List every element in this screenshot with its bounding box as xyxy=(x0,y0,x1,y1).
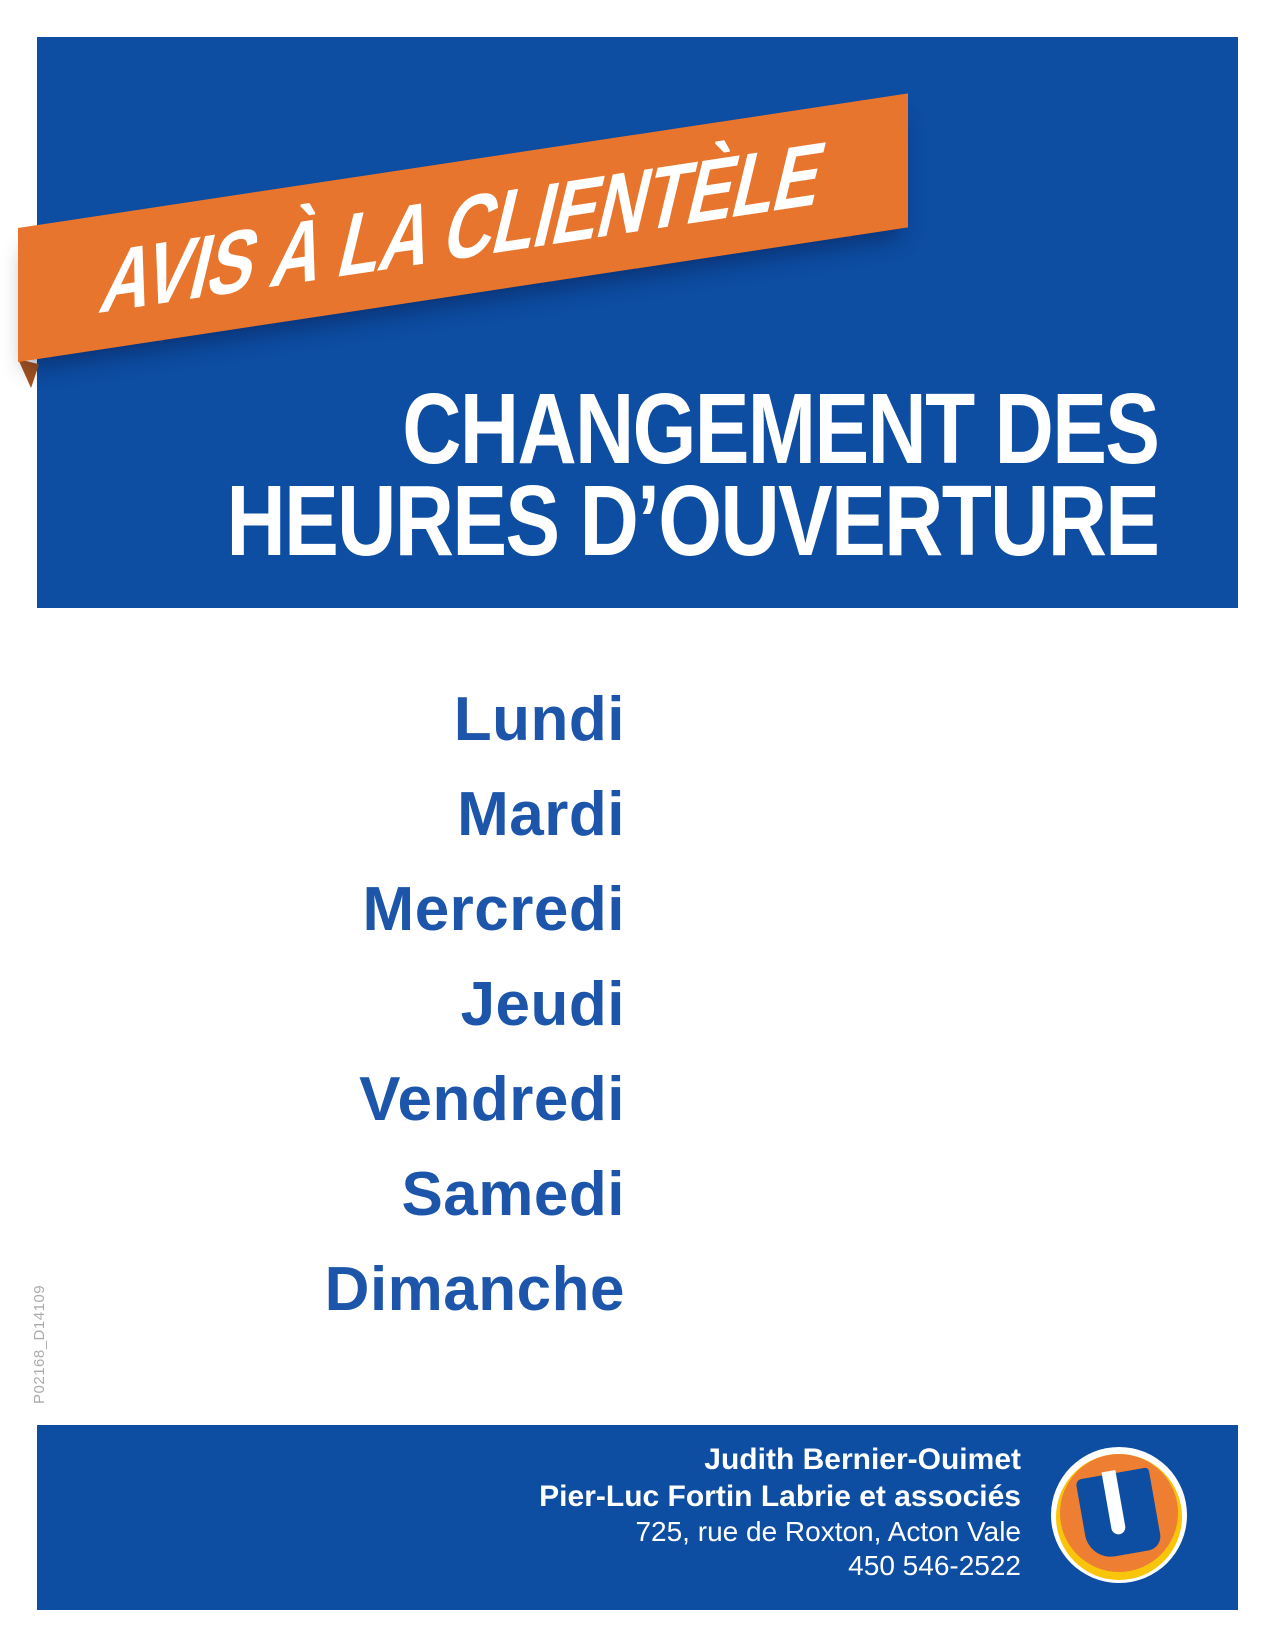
day-item-jeudi: Jeudi xyxy=(460,970,625,1039)
print-code: P02168_D14109 xyxy=(31,1284,48,1404)
headline-line2: HEURES D’OUVERTURE xyxy=(226,465,1158,577)
ribbon-label: AVIS À LA CLIENTÈLE xyxy=(92,121,835,333)
pharmacy-name: Pier-Luc Fortin Labrie et associés xyxy=(539,1480,1021,1513)
day-item-lundi: Lundi xyxy=(453,685,625,754)
day-item-mercredi: Mercredi xyxy=(362,875,625,944)
pharmacist-name: Judith Bernier-Ouimet xyxy=(704,1443,1021,1476)
day-item-samedi: Samedi xyxy=(401,1160,625,1229)
headline-line1: CHANGEMENT DES xyxy=(401,373,1158,485)
days-list xyxy=(0,672,625,1337)
day-item-dimanche: Dimanche xyxy=(324,1255,625,1324)
day-item-mardi: Mardi xyxy=(457,780,625,849)
footer-bar xyxy=(37,1425,1238,1610)
footer-contact-block xyxy=(539,1441,1021,1583)
logo-u-icon xyxy=(1075,1467,1162,1561)
address-line: 725, rue de Roxton, Acton Vale xyxy=(635,1516,1021,1547)
day-item-vendredi: Vendredi xyxy=(359,1065,625,1134)
uniprix-logo xyxy=(1051,1447,1187,1583)
headline xyxy=(22,373,1158,577)
phone-number: 450 546-2522 xyxy=(848,1550,1021,1581)
